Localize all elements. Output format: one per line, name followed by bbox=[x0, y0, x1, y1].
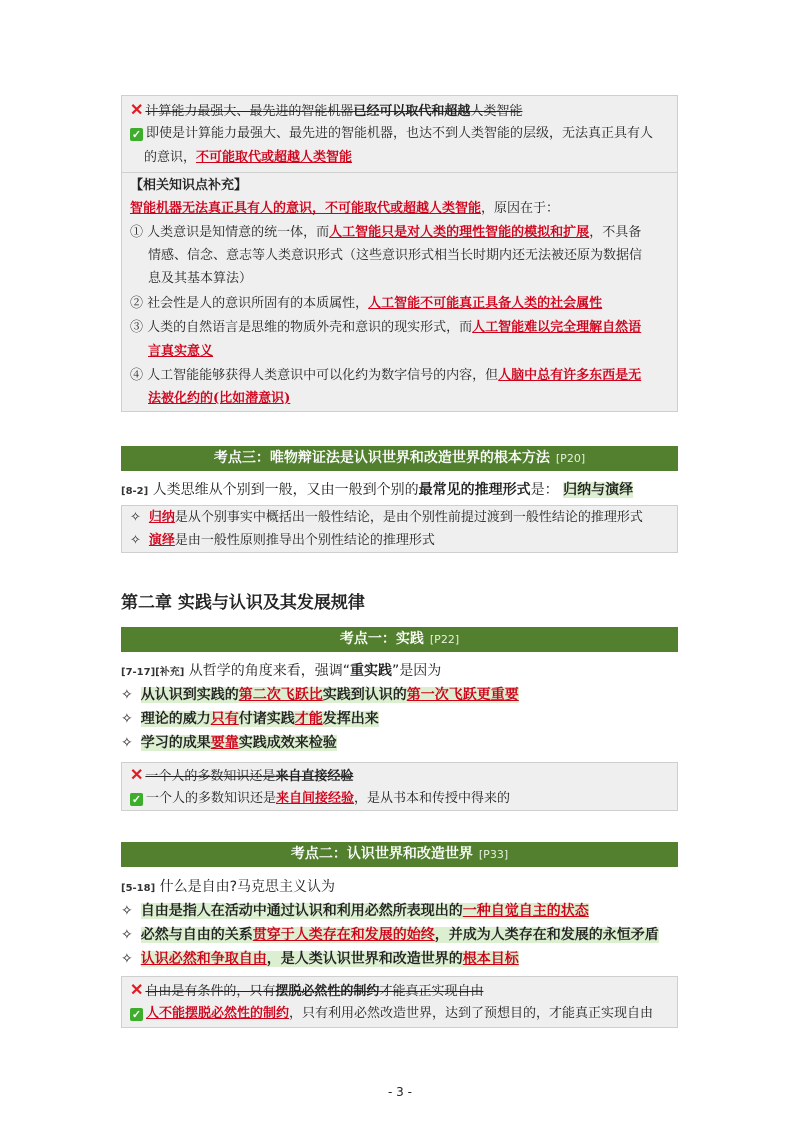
reason-1-line-1: ① 人类意识是知情意的统一体，而人工智能只是对人类的理性智能的模拟和扩展，不具备 bbox=[130, 225, 642, 240]
chapter-title: 第二章 实践与认识及其发展规律 bbox=[121, 593, 365, 613]
page-number: - 3 - bbox=[388, 1085, 412, 1099]
question-5-18: [5-18] 什么是自由?马克思主义认为 bbox=[121, 879, 336, 895]
diamond-bullet-icon: ✧ bbox=[121, 735, 133, 751]
question-7-17: [7-17][补充] 从哲学的角度来看，强调“重实践”是因为 bbox=[121, 663, 442, 679]
number-3: ③ bbox=[130, 320, 144, 335]
wrong-statement: ✕ 计算能力最强大、最先进的智能机器已经可以取代和超越人类智能 bbox=[130, 100, 523, 119]
number-2: ② bbox=[130, 296, 144, 311]
right-statement: ✓ 一个人的多数知识还是来自间接经验，是从书本和传授中得来的 bbox=[131, 791, 511, 806]
check-mark-icon: ✓ bbox=[131, 1008, 142, 1021]
diamond-bullet-icon: ✧ bbox=[121, 951, 133, 967]
right-statement-line-1: ✓ 即使是计算能力最强大、最先进的智能机器，也达不到人类智能的层级，无法真正具有人 bbox=[131, 126, 654, 141]
section-banner-kaodian-1: 考点一：实践 [P22] bbox=[121, 627, 678, 652]
reason-2: ② 社会性是人的意识所固有的本质属性，人工智能不可能真正具备人类的社会属性 bbox=[130, 296, 603, 311]
supplement-title: 【相关知识点补充】 bbox=[130, 178, 248, 193]
list-item: ✧ 自由是指人在活动中通过认识和利用必然所表现出的一种自觉自主的状态 bbox=[121, 903, 589, 919]
section-banner-kaodian-2: 考点二：认识世界和改造世界 [P33] bbox=[121, 842, 678, 867]
right-statement-line-2: 的意识，不可能取代或超越人类智能 bbox=[144, 150, 353, 165]
reason-1-line-2: 情感、信念、意志等人类意识形式（这些意识形式相当长时期内还无法被还原为数据信 bbox=[148, 248, 643, 263]
diamond-bullet-icon: ✧ bbox=[130, 510, 141, 525]
list-item: ✧ 理论的威力只有付诸实践才能发挥出来 bbox=[121, 711, 379, 727]
definition-induction: ✧ 归纳是从个别事实中概括出一般性结论，是由个别性前提过渡到一般性结论的推理形式 bbox=[130, 510, 643, 525]
definition-box bbox=[121, 505, 678, 553]
supplement-lead: 智能机器无法真正具有人的意识，不可能取代或超越人类智能，原因在于： bbox=[130, 201, 560, 216]
list-item: ✧ 认识必然和争取自由，是人类认识世界和改造世界的根本目标 bbox=[121, 951, 519, 967]
reason-3-line-2: 言真实意义 bbox=[148, 344, 214, 359]
number-1: ① bbox=[130, 225, 144, 240]
diamond-bullet-icon: ✧ bbox=[121, 903, 133, 919]
check-mark-icon: ✓ bbox=[131, 128, 142, 141]
check-mark-icon: ✓ bbox=[131, 793, 142, 806]
reason-1-line-3: 息及其基本算法） bbox=[148, 271, 253, 286]
x-mark-icon: ✕ bbox=[130, 100, 144, 119]
diamond-bullet-icon: ✧ bbox=[121, 927, 133, 943]
list-item: ✧ 学习的成果要靠实践成效来检验 bbox=[121, 735, 337, 751]
section-banner-kaodian-3: 考点三：唯物辩证法是认识世界和改造世界的根本方法 [P20] bbox=[121, 446, 678, 471]
diamond-bullet-icon: ✧ bbox=[121, 687, 133, 703]
comparison-box-3 bbox=[121, 976, 678, 1028]
number-4: ④ bbox=[130, 368, 144, 383]
definition-deduction: ✧ 演绎是由一般性原则推导出个别性结论的推理形式 bbox=[130, 533, 435, 548]
question-8-2: [8-2] 人类思维从个别到一般，又由一般到个别的最常见的推理形式是： 归纳与演绎 bbox=[121, 482, 634, 498]
reason-4-line-1: ④ 人工智能能够获得人类意识中可以化约为数字信号的内容，但人脑中总有许多东西是无 bbox=[130, 368, 642, 383]
diamond-bullet-icon: ✧ bbox=[130, 533, 141, 548]
reason-3-line-1: ③ 人类的自然语言是思维的物质外壳和意识的现实形式，而人工智能难以完全理解自然语 bbox=[130, 320, 642, 335]
box-divider bbox=[122, 172, 677, 173]
wrong-statement: ✕ 自由是有条件的，只有摆脱必然性的制约才能真正实现自由 bbox=[130, 980, 484, 999]
list-item: ✧ 从认识到实践的第二次飞跃比实践到认识的第一次飞跃更重要 bbox=[121, 687, 519, 703]
comparison-box-1 bbox=[121, 95, 678, 412]
x-mark-icon: ✕ bbox=[130, 765, 144, 784]
reason-4-line-2: 法被化约的(比如潜意识) bbox=[148, 391, 291, 406]
wrong-statement: ✕ 一个人的多数知识还是来自直接经验 bbox=[130, 765, 354, 784]
right-statement: ✓ 人不能摆脱必然性的制约，只有利用必然改造世界，达到了预想目的，才能真正实现自由 bbox=[131, 1006, 654, 1021]
x-mark-icon: ✕ bbox=[130, 980, 144, 999]
diamond-bullet-icon: ✧ bbox=[121, 711, 133, 727]
list-item: ✧ 必然与自由的关系贯穿于人类存在和发展的始终，并成为人类存在和发展的永恒矛盾 bbox=[121, 927, 659, 943]
comparison-box-2 bbox=[121, 762, 678, 811]
